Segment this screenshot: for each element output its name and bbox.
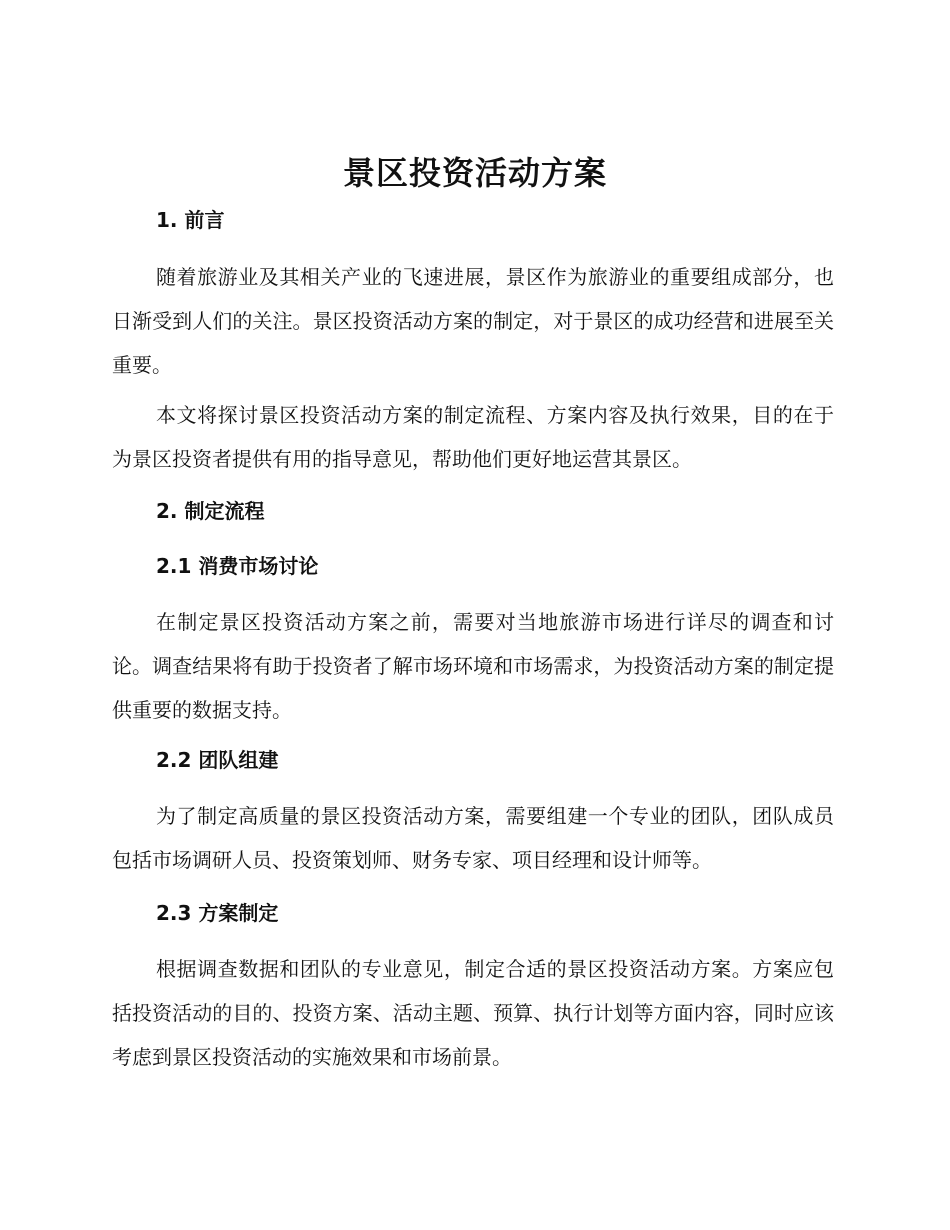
paragraph-team: 为了制定高质量的景区投资活动方案，需要组建一个专业的团队，团队成员包括市场调研人员、投资策划师、财务专家、项目经理和设计师等。 bbox=[112, 804, 834, 872]
heading-process: 2. 制定流程 bbox=[156, 499, 265, 523]
document-title: 景区投资活动方案 bbox=[342, 154, 607, 192]
heading-team: 2.2 团队组建 bbox=[156, 748, 279, 772]
paragraph-preface-2: 本文将探讨景区投资活动方案的制定流程、方案内容及执行效果，目的在于为景区投资者提供有用的指导意见，帮助他们更好地运营其景区。 bbox=[112, 403, 834, 471]
heading-market-research: 2.1 消费市场讨论 bbox=[156, 554, 319, 578]
heading-plan: 2.3 方案制定 bbox=[156, 901, 279, 925]
heading-preface: 1. 前言 bbox=[156, 208, 225, 232]
paragraph-preface-1: 随着旅游业及其相关产业的飞速进展，景区作为旅游业的重要组成部分，也日渐受到人们的关注。景区投资活动方案的制定，对于景区的成功经营和进展至关重要。 bbox=[112, 265, 834, 377]
paragraph-market-research: 在制定景区投资活动方案之前，需要对当地旅游市场进行详尽的调查和讨论。调查结果将有助于投资者了解市场环境和市场需求，为投资活动方案的制定提供重要的数据支持。 bbox=[112, 610, 834, 722]
paragraph-plan: 根据调查数据和团队的专业意见，制定合适的景区投资活动方案。方案应包括投资活动的目的、投资方案、活动主题、预算、执行计划等方面内容，同时应该考虑到景区投资活动的实施效果和市场前景。 bbox=[112, 957, 834, 1069]
